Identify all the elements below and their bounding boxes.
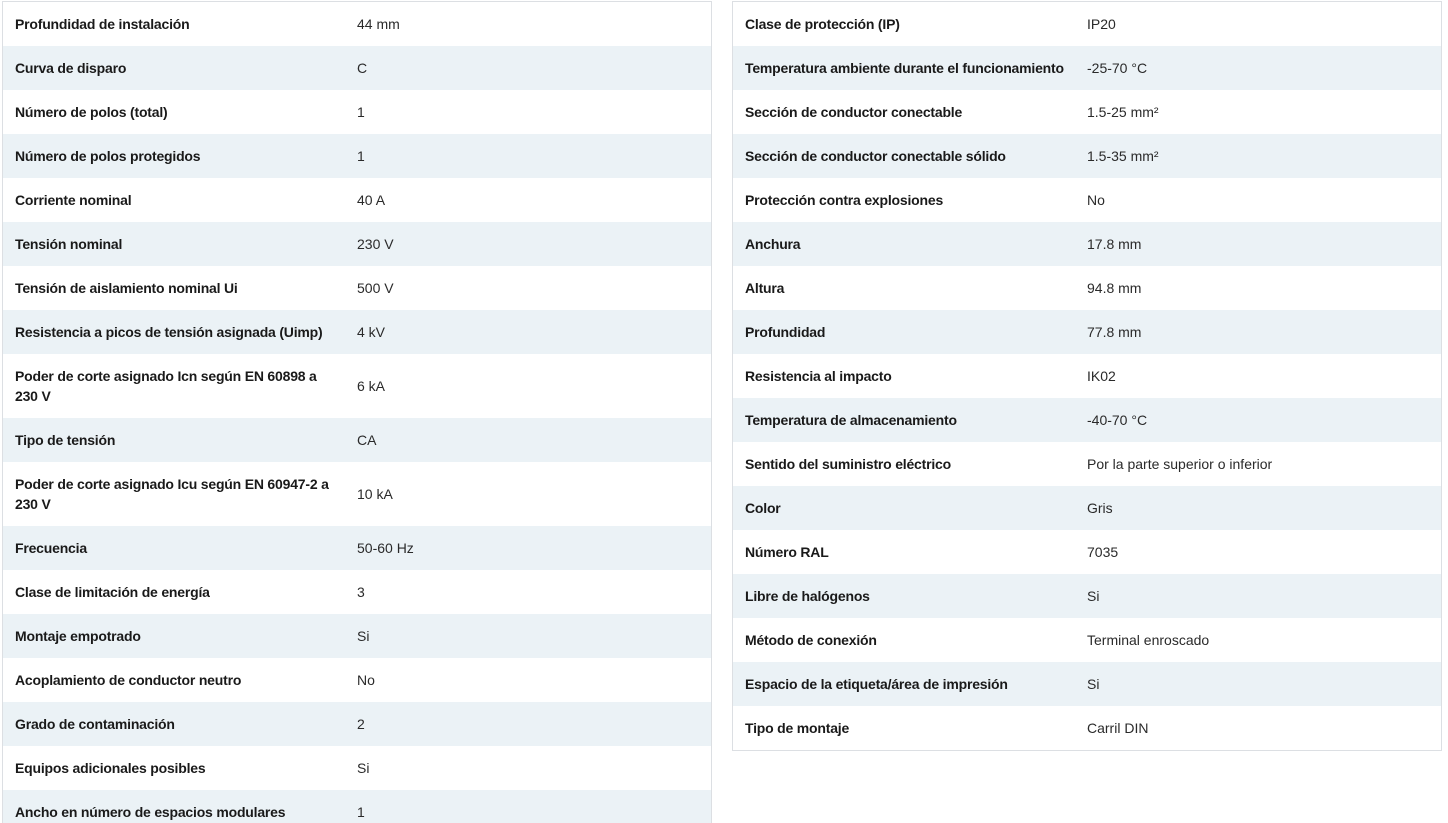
spec-label: Curva de disparo xyxy=(15,60,127,76)
table-row xyxy=(733,662,1441,706)
table-row xyxy=(733,618,1441,662)
table-row xyxy=(3,266,711,310)
spec-label: Corriente nominal xyxy=(15,192,132,208)
spec-value: 1 xyxy=(357,148,365,164)
spec-label: Resistencia a picos de tensión asignada (Uimp) xyxy=(15,324,323,340)
table-row xyxy=(3,658,711,702)
table-row xyxy=(733,266,1441,310)
spec-value: 40 A xyxy=(357,192,386,208)
spec-label: Número de polos (total) xyxy=(15,104,168,120)
table-row xyxy=(733,706,1441,750)
spec-value: IP20 xyxy=(1087,16,1116,32)
spec-value: Si xyxy=(1087,588,1100,604)
spec-value: Gris xyxy=(1087,500,1113,516)
table-row xyxy=(3,178,711,222)
spec-label: Tipo de montaje xyxy=(745,720,850,736)
table-row xyxy=(3,570,711,614)
spec-value: Por la parte superior o inferior xyxy=(1087,456,1273,472)
table-row xyxy=(733,574,1441,618)
spec-label: Tensión de aislamiento nominal Ui xyxy=(15,280,238,296)
table-row xyxy=(733,310,1441,354)
spec-value: -40-70 °C xyxy=(1087,412,1148,428)
spec-value: 10 kA xyxy=(357,486,393,502)
table-row xyxy=(3,702,711,746)
spec-label: Altura xyxy=(745,280,785,296)
spec-value: 1 xyxy=(357,804,365,820)
spec-value: 1.5-25 mm² xyxy=(1087,104,1159,120)
spec-value: Si xyxy=(1087,676,1100,692)
spec-table-left xyxy=(2,1,712,823)
table-row xyxy=(3,90,711,134)
table-row xyxy=(733,178,1441,222)
spec-label: Temperatura ambiente durante el funcionamiento xyxy=(745,60,1064,76)
table-row xyxy=(733,486,1441,530)
spec-label: Montaje empotrado xyxy=(15,628,141,644)
table-row xyxy=(733,530,1441,574)
spec-value: Terminal enroscado xyxy=(1087,632,1210,648)
table-row xyxy=(3,746,711,790)
spec-label: Poder de corte asignado Icn según EN 60898 a 230 V xyxy=(15,368,317,404)
spec-value: 230 V xyxy=(357,236,394,252)
spec-value: 1 xyxy=(357,104,365,120)
table-row xyxy=(3,354,711,418)
spec-label: Acoplamiento de conductor neutro xyxy=(15,672,242,688)
table-row xyxy=(733,442,1441,486)
spec-label: Profundidad xyxy=(745,324,826,340)
spec-value: Si xyxy=(357,760,370,776)
spec-label: Frecuencia xyxy=(15,540,87,556)
spec-value: 1.5-35 mm² xyxy=(1087,148,1159,164)
spec-label: Temperatura de almacenamiento xyxy=(745,412,957,428)
table-row xyxy=(733,134,1441,178)
table-row xyxy=(733,354,1441,398)
spec-label: Poder de corte asignado Icu según EN 60947-2 a 230 V xyxy=(15,476,329,512)
spec-value: 44 mm xyxy=(357,16,400,32)
spec-label: Libre de halógenos xyxy=(745,588,870,604)
spec-label: Ancho en número de espacios modulares xyxy=(15,804,286,820)
spec-value: IK02 xyxy=(1087,368,1116,384)
spec-label: Protección contra explosiones xyxy=(745,192,944,208)
spec-value: 2 xyxy=(357,716,365,732)
spec-label: Color xyxy=(745,500,781,516)
spec-value: 17.8 mm xyxy=(1087,236,1142,252)
spec-value: Carril DIN xyxy=(1087,720,1149,736)
spec-label: Anchura xyxy=(745,236,801,252)
spec-value: No xyxy=(357,672,375,688)
spec-label: Grado de contaminación xyxy=(15,716,175,732)
spec-value: No xyxy=(1087,192,1105,208)
table-row xyxy=(3,134,711,178)
spec-label: Sección de conductor conectable xyxy=(745,104,963,120)
table-row xyxy=(733,46,1441,90)
table-row xyxy=(3,2,711,46)
spec-label: Número de polos protegidos xyxy=(15,148,201,164)
table-row xyxy=(733,2,1441,46)
spec-value: 50-60 Hz xyxy=(357,540,414,556)
spec-value: CA xyxy=(357,432,377,448)
spec-label: Resistencia al impacto xyxy=(745,368,892,384)
spec-value: 3 xyxy=(357,584,365,600)
spec-label: Tipo de tensión xyxy=(15,432,116,448)
table-row xyxy=(733,398,1441,442)
spec-value: 77.8 mm xyxy=(1087,324,1142,340)
table-row xyxy=(3,222,711,266)
table-row xyxy=(3,310,711,354)
spec-label: Tensión nominal xyxy=(15,236,123,252)
spec-label: Número RAL xyxy=(745,544,829,560)
spec-value: -25-70 °C xyxy=(1087,60,1148,76)
spec-value: 4 kV xyxy=(357,324,386,340)
spec-label: Sección de conductor conectable sólido xyxy=(745,148,1006,164)
table-row xyxy=(3,614,711,658)
spec-label: Clase de limitación de energía xyxy=(15,584,210,600)
spec-value: 94.8 mm xyxy=(1087,280,1142,296)
spec-label: Equipos adicionales posibles xyxy=(15,760,206,776)
spec-value: 7035 xyxy=(1087,544,1119,560)
spec-value: Si xyxy=(357,628,370,644)
spec-value: 500 V xyxy=(357,280,394,296)
spec-table-right xyxy=(732,1,1442,751)
spec-label: Clase de protección (IP) xyxy=(745,16,900,32)
table-row xyxy=(3,418,711,462)
spec-label: Profundidad de instalación xyxy=(15,16,190,32)
spec-value: 6 kA xyxy=(357,378,386,394)
table-row xyxy=(733,222,1441,266)
table-row xyxy=(3,46,711,90)
spec-label: Espacio de la etiqueta/área de impresión xyxy=(745,676,1008,692)
table-row xyxy=(3,462,711,526)
spec-label: Método de conexión xyxy=(745,632,877,648)
table-row xyxy=(733,90,1441,134)
table-row xyxy=(3,526,711,570)
spec-label: Sentido del suministro eléctrico xyxy=(745,456,951,472)
spec-value: C xyxy=(357,60,368,76)
table-row xyxy=(3,790,711,823)
